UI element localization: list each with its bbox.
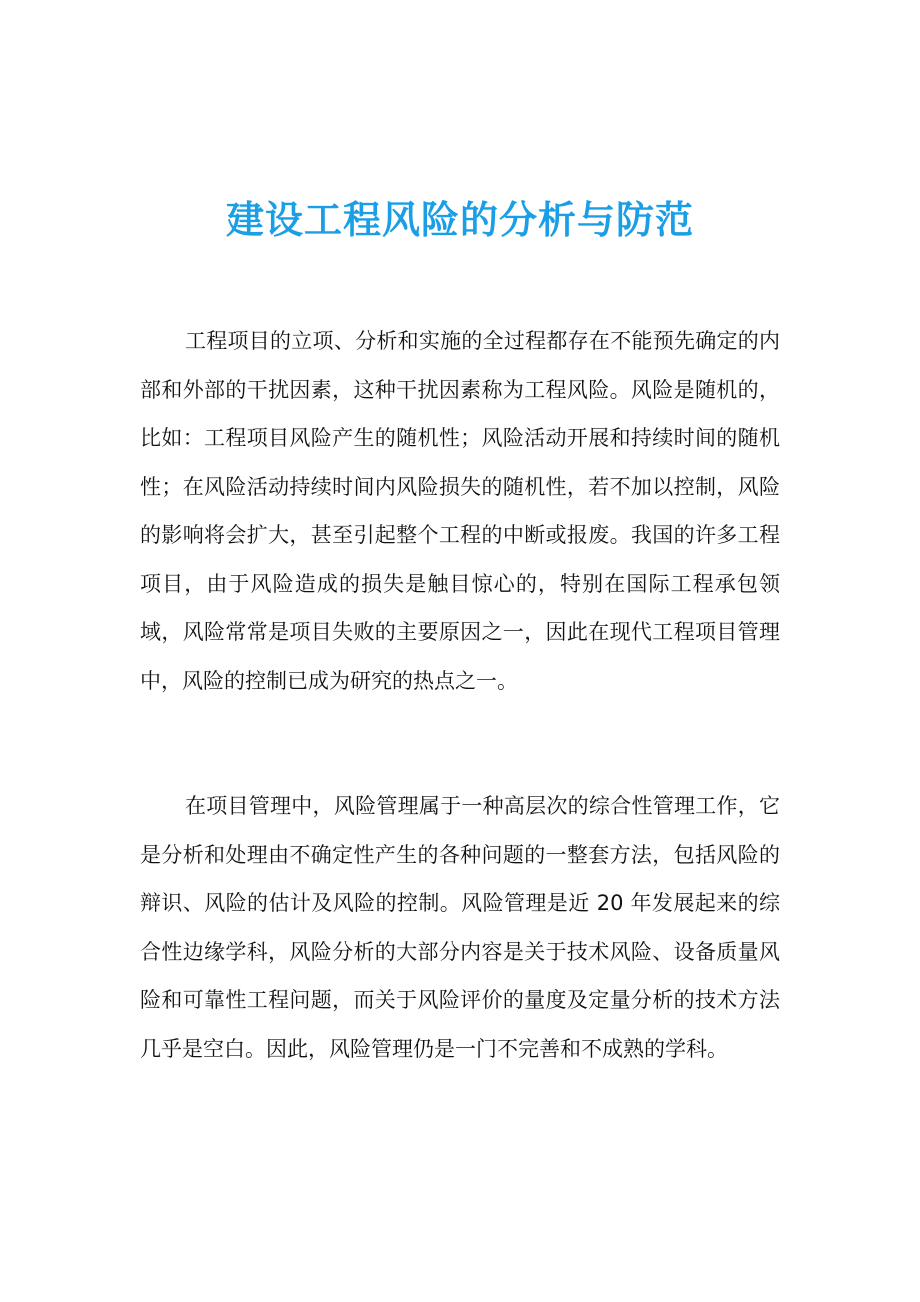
document-title: 建设工程风险的分析与防范 <box>225 198 694 242</box>
body-paragraph-1: 工程项目的立项、分析和实施的全过程都存在不能预先确定的内部和外部的干扰因素，这种干扰因素称为工程风险。风险是随机的，比如：工程项目风险产生的随机性；风险活动开展和持续时间的随机性；在风险活动持续时间内风险损失的随机性，若不加以控制，风险的影响将会扩大，甚至引起整个工程的中断或报废。我国的许多工程项目，由于风险造成的损失是触目惊心的，特别在国际工程承包领域，风险常常是项目失败的主要原因之一，因此在现代工程项目管理中，风险的控制已成为研究的热点之一。 <box>140 329 780 693</box>
body-paragraph-2: 在项目管理中，风险管理属于一种高层次的综合性管理工作，它是分析和处理由不确定性产生的各种问题的一整套方法，包括风险的辩识、风险的估计及风险的控制。风险管理是近 20 年发展起来的综合性边缘学科，风险分析的大部分内容是关于技术风险、设备质量风险和可靠性工程问题，而关于风险评价的量度及定量分析的技术方法几乎是空白。因此，风险管理仍是一门不完善和不成熟的学科。 <box>140 794 780 1061</box>
